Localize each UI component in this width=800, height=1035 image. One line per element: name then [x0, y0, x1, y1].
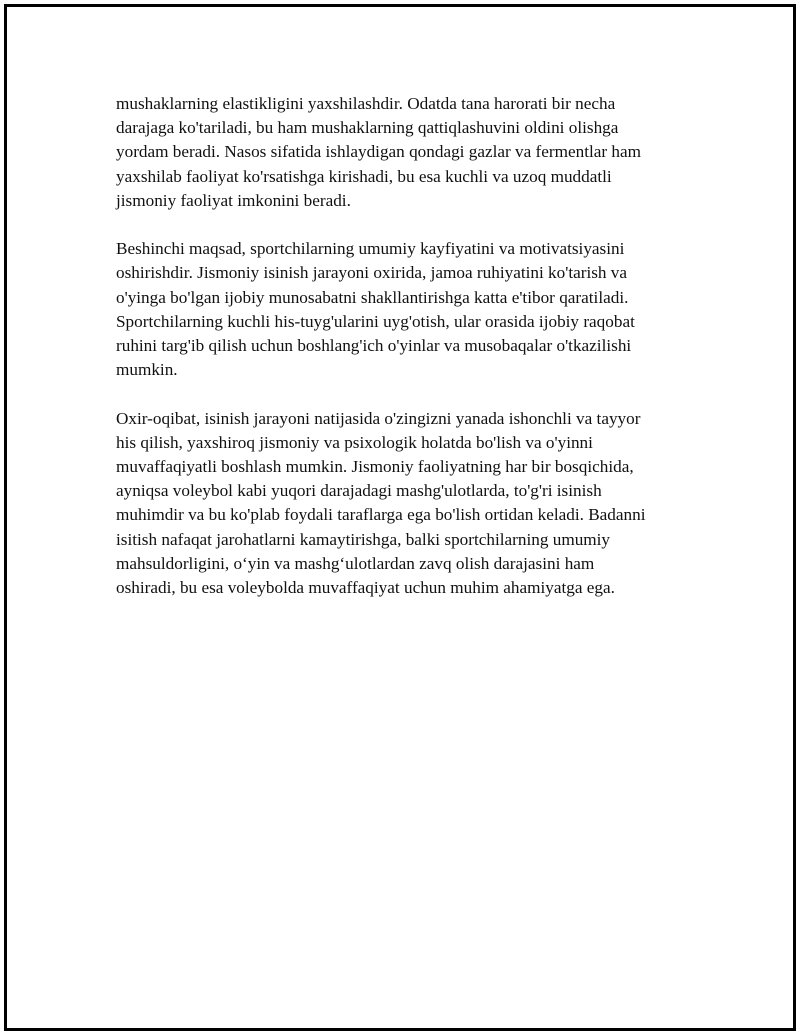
document-body	[116, 92, 696, 624]
paragraph-3: Oxir-oqibat, isinish jarayoni natijasida o'zingizni yanada ishonchli va tayyor his qilish, yaxshiroq jismoniy va psixologik holatda bo'lish va o'yinni muvaffaqiyatli boshlash mumkin. Jismoniy faoliyatning har bir bosqichida, ayniqsa voleybol kabi yuqori darajadagi mashg'ulotlarda, to'g'ri isinish muhimdir va bu ko'plab foydali taraflarga ega bo'lish ortidan keladi. Badanni isitish nafaqat jarohatlarni kamaytirishga, balki sportchilarning umumiy mahsuldorligini, o‘yin va mashg‘ulotlardan zavq olish darajasini ham oshiradi, bu esa voleybolda muvaffaqiyat uchun muhim ahamiyatga ega.	[116, 408, 646, 598]
paragraph-1: mushaklarning elastikligini yaxshilashdir. Odatda tana harorati bir necha darajaga ko'tariladi, bu ham mushaklarning qattiqlashuvini oldini olishga yordam beradi. Nasos sifatida ishlaydigan qondagi gazlar va fermentlar ham yaxshilab faoliyat ko'rsatishga kirishadi, bu esa kuchli va uzoq muddatli jismoniy faoliyat imkonini beradi.	[116, 94, 641, 210]
paragraph-2: Beshinchi maqsad, sportchilarning umumiy kayfiyatini va motivatsiyasini oshirishdir. Jismoniy isinish jarayoni oxirida, jamoa ruhiyatini ko'tarish va o'yinga bo'lgan ijobiy munosabatni shakllantirishga katta e'tibor qaratiladi. Sportchilarning kuchli his-tuyg'ularini uyg'otish, ular orasida ijobiy raqobat ruhini targ'ib qilish uchun boshlang'ich o'yinlar va musobaqalar o'tkazilishi mumkin.	[116, 239, 635, 380]
